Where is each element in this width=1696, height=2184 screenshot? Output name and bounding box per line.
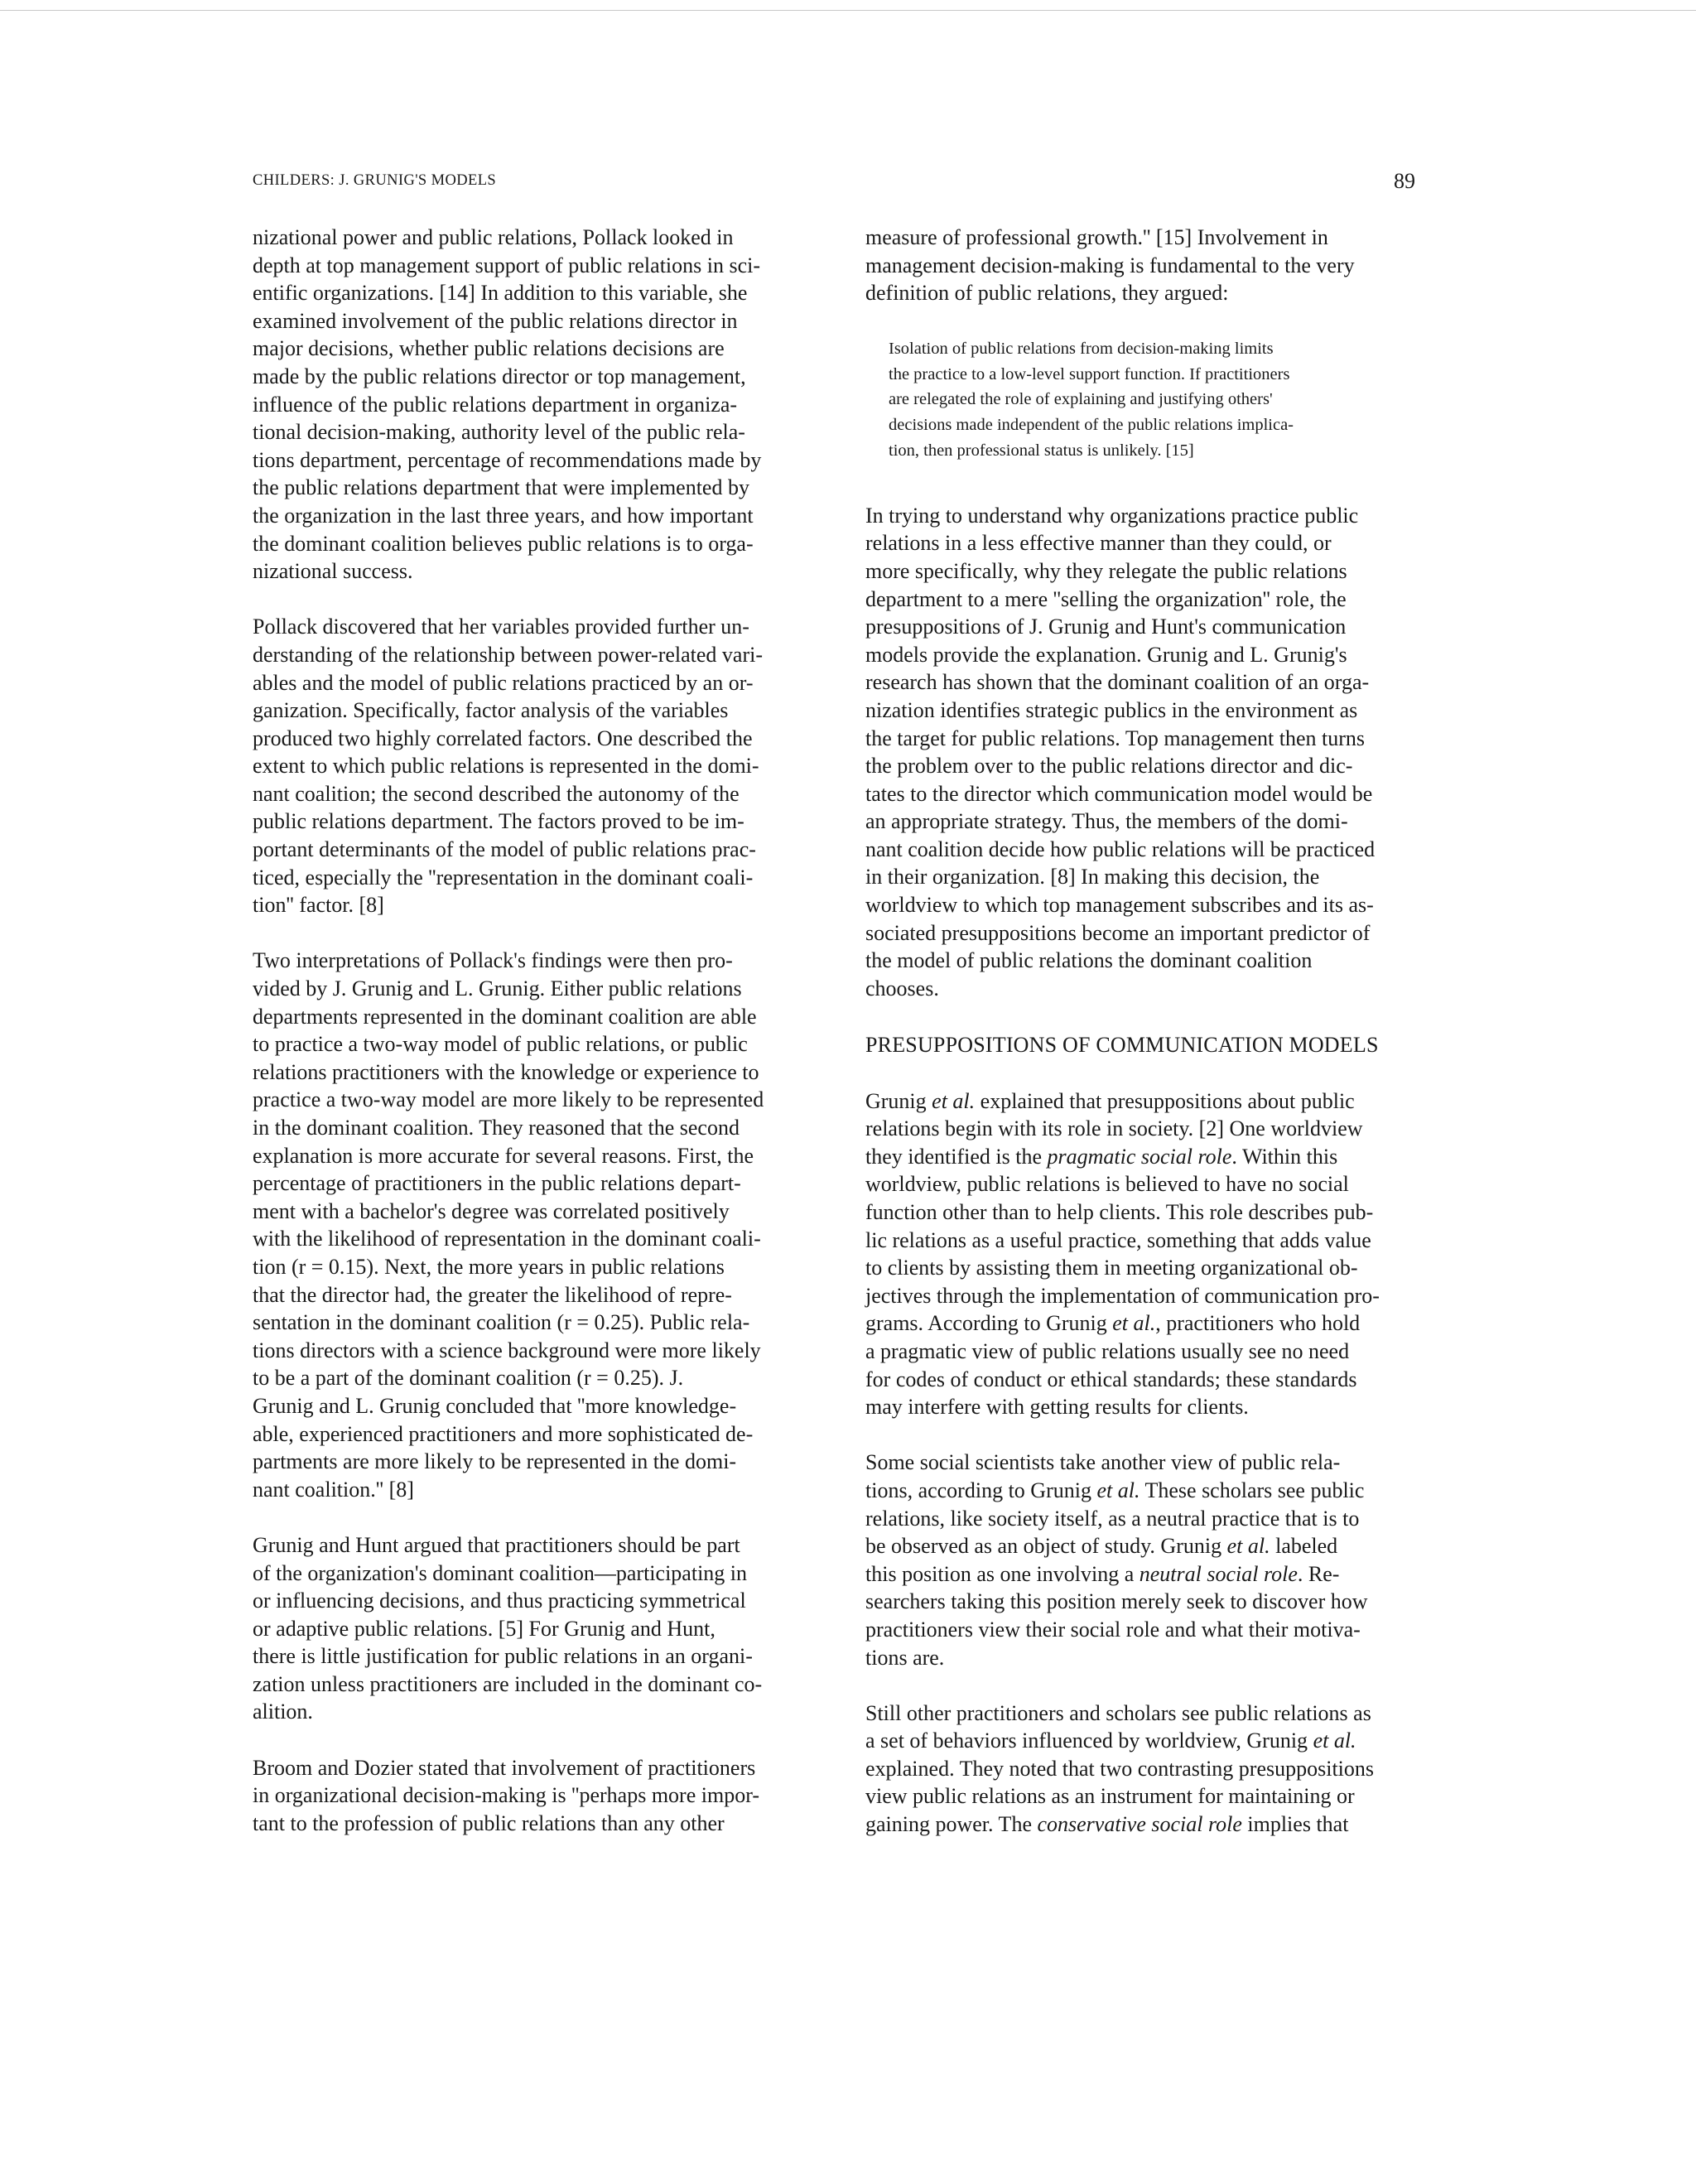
text-line: portant determinants of the model of public relations prac- — [253, 837, 756, 862]
text-line: chooses. — [865, 976, 939, 1000]
page-number: 89 — [1394, 169, 1415, 193]
text-line: Isolation of public relations from decision-making limits — [889, 339, 1274, 358]
left-paragraph-2 — [253, 613, 836, 919]
text-line: to practice a two-way model of public relations, or public — [253, 1032, 748, 1057]
text-line: explained. They noted that two contrasting presuppositions — [865, 1756, 1375, 1781]
text-line: the practice to a low-level support function. If practitioners — [889, 364, 1290, 383]
text-line: nizational power and public relations, Pollack looked in — [253, 225, 734, 249]
text-line: made by the public relations director or top management, — [253, 364, 746, 388]
text-line: entific organizations. [14] In addition to this variable, she — [253, 281, 748, 306]
text-line: tional decision-making, authority level of the public rela- — [253, 420, 745, 445]
text-line: tions department, percentage of recommendations made by — [253, 447, 762, 472]
text-line: relations practitioners with the knowledge or experience to — [253, 1059, 759, 1084]
text-line: sentation in the dominant coalition (r = 0.25). Public rela- — [253, 1310, 750, 1335]
text-line: alition. — [253, 1699, 313, 1724]
text-line: they identified is the pragmatic social role. Within this — [865, 1144, 1338, 1169]
text-line: there is little justification for public relations in an organi- — [253, 1644, 753, 1669]
text-line: public relations department. The factors proved to be im- — [253, 809, 744, 834]
text-line: a pragmatic view of public relations usually see no need — [865, 1338, 1350, 1363]
left-paragraph-1 — [253, 224, 836, 586]
text-line: to be a part of the dominant coalition (r = 0.25). J. — [253, 1366, 684, 1391]
text-line: function other than to help clients. This role describes pub- — [865, 1200, 1374, 1225]
text-line: in their organization. [8] In making this decision, the — [865, 865, 1320, 890]
text-line: tions directors with a science background were more likely — [253, 1338, 761, 1362]
text-line: tions, according to Grunig et al. These scholars see public — [865, 1478, 1365, 1502]
text-line: ables and the model of public relations practiced by an or- — [253, 670, 754, 695]
text-line: worldview to which top management subscribes and its as- — [865, 893, 1374, 918]
text-line: tates to the director which communication model would be — [865, 781, 1373, 806]
text-line: Grunig et al. explained that presuppositions about public — [865, 1088, 1355, 1113]
text-line: Some social scientists take another view of public rela- — [865, 1450, 1341, 1475]
text-line: relations begin with its role in society. [2] One worldview — [865, 1116, 1363, 1141]
text-line: Broom and Dozier stated that involvement of practitioners — [253, 1755, 756, 1780]
text-line: or adaptive public relations. [5] For Grunig and Hunt, — [253, 1616, 716, 1641]
text-line: the target for public relations. Top management then turns — [865, 726, 1366, 750]
text-line: the model of public relations the dominant coalition — [865, 948, 1313, 973]
text-line: nant coalition; the second described the autonomy of the — [253, 781, 740, 806]
text-line: tion (r = 0.15). Next, the more years in public relations — [253, 1254, 725, 1279]
text-line: for codes of conduct or ethical standards; these standards — [865, 1367, 1357, 1391]
text-line: models provide the explanation. Grunig and L. Grunig's — [865, 642, 1347, 667]
text-line: tion, then professional status is unlikely. [15] — [889, 441, 1194, 460]
text-line: jectives through the implementation of communication pro- — [865, 1283, 1380, 1308]
text-line: nizational success. — [253, 559, 413, 584]
text-line: partments are more likely to be represented in the domi- — [253, 1449, 737, 1474]
text-line: management decision-making is fundamental to the very — [865, 253, 1355, 277]
text-line: tion'' factor. [8] — [253, 893, 384, 918]
text-line: In trying to understand why organizations practice public — [865, 503, 1359, 528]
scan-edge-line — [0, 10, 1696, 11]
text-line: Still other practitioners and scholars see public relations as — [865, 1700, 1371, 1725]
text-line: derstanding of the relationship between power-related vari- — [253, 642, 764, 667]
text-line: vided by J. Grunig and L. Grunig. Either public relations — [253, 976, 742, 1001]
text-line: practitioners view their social role and what their motiva- — [865, 1617, 1361, 1642]
text-line: definition of public relations, they argued: — [865, 281, 1229, 306]
text-line: decisions made independent of the public relations implica- — [889, 416, 1294, 435]
text-line: examined involvement of the public relations director in — [253, 308, 738, 333]
text-line: major decisions, whether public relations decisions are — [253, 336, 725, 361]
text-line: percentage of practitioners in the public relations depart- — [253, 1171, 741, 1196]
text-line: measure of professional growth.'' [15] Involvement in — [865, 225, 1328, 249]
text-line: depth at top management support of public relations in sci- — [253, 253, 761, 277]
left-paragraph-5 — [253, 1754, 836, 1838]
text-line: department to a mere ''selling the organization'' role, the — [865, 586, 1347, 611]
text-line: nization identifies strategic publics in the environment as — [865, 697, 1358, 722]
text-line: nant coalition.'' [8] — [253, 1477, 414, 1502]
text-line: in the dominant coalition. They reasoned that the second — [253, 1116, 740, 1140]
text-line: relations in a less effective manner than they could, or — [865, 531, 1332, 556]
block-quote — [889, 336, 1445, 464]
left-paragraph-4 — [253, 1531, 836, 1726]
text-line: a set of behaviors influenced by worldview, Grunig et al. — [865, 1728, 1356, 1753]
section-heading: PRESUPPOSITIONS OF COMMUNICATION MODELS — [865, 1033, 1379, 1058]
text-line: Grunig and L. Grunig concluded that ''more knowledge- — [253, 1393, 737, 1418]
text-line: this position as one involving a neutral social role. Re- — [865, 1561, 1340, 1586]
text-line: departments represented in the dominant coalition are able — [253, 1004, 757, 1029]
text-line: tions are. — [865, 1645, 945, 1670]
text-line: the organization in the last three years, and how important — [253, 503, 754, 528]
text-line: zation unless practitioners are included in the dominant co- — [253, 1671, 763, 1696]
text-line: that the director had, the greater the likelihood of repre- — [253, 1282, 732, 1307]
right-paragraph-3 — [865, 1087, 1445, 1421]
text-line: lic relations as a useful practice, something that adds value — [865, 1227, 1371, 1252]
text-line: tant to the profession of public relations than any other — [253, 1810, 725, 1835]
text-line: are relegated the role of explaining and justifying others' — [889, 390, 1273, 409]
right-paragraph-5 — [865, 1699, 1445, 1839]
right-paragraph-2 — [865, 502, 1445, 1003]
text-line: sociated presuppositions become an important predictor of — [865, 920, 1371, 945]
text-line: more specifically, why they relegate the public relations — [865, 558, 1347, 583]
text-line: gaining power. The conservative social role implies that — [865, 1812, 1349, 1837]
text-line: ticed, especially the ''representation in the dominant coali- — [253, 865, 754, 890]
text-line: influence of the public relations department in organiza- — [253, 392, 738, 417]
text-line: grams. According to Grunig et al., practitioners who hold — [865, 1311, 1361, 1336]
text-line: nant coalition decide how public relations will be practiced — [865, 836, 1376, 861]
text-line: explanation is more accurate for several reasons. First, the — [253, 1143, 754, 1168]
text-line: produced two highly correlated factors. One described the — [253, 726, 753, 750]
left-column — [253, 224, 836, 1865]
text-line: in organizational decision-making is ''perhaps more impor- — [253, 1783, 759, 1808]
text-line: of the organization's dominant coalition—participating in — [253, 1560, 748, 1585]
text-line: view public relations as an instrument for maintaining or — [865, 1784, 1355, 1809]
text-line: ment with a bachelor's degree was correlated positively — [253, 1198, 730, 1223]
text-line: extent to which public relations is represented in the domi- — [253, 754, 759, 779]
text-line: the dominant coalition believes public relations is to orga- — [253, 531, 754, 556]
right-paragraph-1 — [865, 224, 1445, 307]
left-paragraph-3 — [253, 947, 836, 1503]
text-line: or influencing decisions, and thus practicing symmetrical — [253, 1589, 746, 1613]
text-line: research has shown that the dominant coalition of an orga- — [865, 670, 1370, 695]
text-line: to clients by assisting them in meeting organizational ob- — [865, 1256, 1358, 1280]
text-line: worldview, public relations is believed to have no social — [865, 1172, 1349, 1197]
right-column — [865, 224, 1445, 1866]
text-line: the public relations department that were implemented by — [253, 475, 749, 500]
text-line: relations, like society itself, as a neutral practice that is to — [865, 1506, 1360, 1531]
text-line: practice a two-way model are more likely to be represented — [253, 1087, 764, 1112]
right-paragraph-4 — [865, 1449, 1445, 1671]
text-line: the problem over to the public relations director and dic- — [865, 754, 1353, 779]
text-line: an appropriate strategy. Thus, the members of the domi- — [865, 809, 1348, 834]
text-line: able, experienced practitioners and more sophisticated de- — [253, 1421, 754, 1446]
text-line: searchers taking this position merely seek to discover how — [865, 1589, 1368, 1614]
text-line: with the likelihood of representation in the dominant coali- — [253, 1227, 761, 1251]
text-line: may interfere with getting results for clients. — [865, 1395, 1249, 1420]
running-head: CHILDERS: J. GRUNIG'S MODELS — [253, 172, 497, 189]
text-line: Two interpretations of Pollack's findings were then pro- — [253, 948, 733, 973]
text-line: Pollack discovered that her variables provided further un- — [253, 615, 749, 639]
text-line: ganization. Specifically, factor analysis of the variables — [253, 698, 729, 723]
text-line: be observed as an object of study. Grunig et al. labeled — [865, 1534, 1338, 1559]
text-line: presuppositions of J. Grunig and Hunt's communication — [865, 615, 1347, 639]
text-line: Grunig and Hunt argued that practitioners should be part — [253, 1532, 740, 1557]
